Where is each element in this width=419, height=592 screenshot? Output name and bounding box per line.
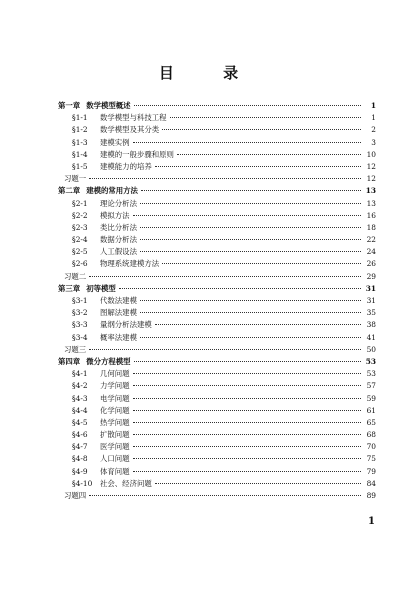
toc-section	[58, 295, 376, 307]
toc-section	[58, 368, 376, 380]
section-title: 体育问题	[100, 466, 130, 476]
toc-page-number: 26	[366, 259, 376, 269]
toc-section	[58, 124, 376, 136]
toc-page-number: 2	[371, 125, 376, 135]
toc-page-number: 13	[365, 186, 376, 196]
toc-section	[58, 417, 376, 429]
dot-leader	[134, 360, 361, 362]
toc-page-number: 31	[365, 283, 376, 293]
dot-leader	[140, 311, 361, 313]
toc-page-number: 22	[366, 235, 376, 245]
dot-leader	[133, 397, 361, 399]
dot-leader	[155, 482, 361, 484]
toc-page-number: 79	[366, 466, 376, 476]
section-title: 几何问题	[100, 369, 130, 379]
toc-page-number: 35	[366, 308, 376, 318]
toc-page-number: 65	[366, 417, 376, 427]
dot-leader	[133, 214, 361, 216]
toc-exercise	[58, 173, 376, 185]
toc-page-number: 57	[366, 381, 376, 391]
section-title: 热学问题	[100, 417, 130, 427]
toc-page-number: 89	[366, 491, 376, 500]
section-number: §4-3	[72, 393, 88, 403]
section-number: §1-4	[72, 149, 88, 159]
dot-leader	[170, 116, 361, 118]
section-number: §2-5	[72, 247, 88, 257]
toc-page-number: 31	[366, 296, 376, 305]
toc-page-number: 18	[366, 222, 376, 232]
toc-section	[58, 380, 376, 392]
section-number: §1-1	[72, 113, 88, 123]
toc-page-number: 1	[371, 113, 376, 123]
dot-leader	[134, 104, 361, 106]
dot-leader	[162, 262, 361, 264]
section-title: 医学问题	[100, 442, 130, 452]
section-number: §3-1	[72, 296, 88, 305]
section-title: 数据分析法	[100, 235, 137, 245]
dot-leader	[133, 421, 361, 423]
section-number: §4-6	[72, 430, 88, 440]
toc-section	[58, 161, 376, 173]
section-number: §4-10	[72, 478, 93, 488]
toc-page-number: 50	[366, 344, 376, 354]
toc-page-number: 3	[371, 137, 376, 147]
section-number: §1-5	[72, 161, 88, 171]
toc-exercise	[58, 271, 376, 283]
exercise-title: 习题三	[64, 344, 87, 354]
toc-section	[58, 246, 376, 258]
page-title: 目 录	[158, 64, 261, 82]
section-number: §4-2	[72, 381, 88, 391]
toc-page-number: 61	[366, 405, 376, 415]
chapter-title: 微分方程模型	[86, 356, 131, 366]
section-title: 图解法建模	[100, 308, 137, 318]
section-number: §2-6	[72, 259, 88, 269]
toc-page-number: 12	[366, 174, 376, 184]
dot-leader	[89, 494, 361, 496]
section-number: §4-8	[72, 454, 88, 464]
chapter-title: 数学模型概述	[86, 101, 131, 110]
section-title: 数学模型与科技工程	[100, 113, 167, 123]
toc-section	[58, 198, 376, 210]
dot-leader	[155, 165, 361, 167]
dot-leader	[140, 238, 361, 240]
section-number: §3-2	[72, 308, 88, 318]
section-title: 概率法建模	[100, 332, 137, 342]
toc-page-number: 53	[366, 369, 376, 379]
dot-leader	[162, 128, 361, 130]
toc-page-number: 29	[366, 271, 376, 281]
section-title: 建模实例	[100, 137, 130, 147]
section-title: 数学模型及其分类	[100, 125, 160, 135]
section-title: 建模的一般步骤和原则	[100, 149, 174, 159]
toc-section	[58, 234, 376, 246]
dot-leader	[119, 287, 361, 289]
toc-section	[58, 222, 376, 234]
section-number: §4-5	[72, 417, 88, 427]
chapter-number: 第一章	[58, 101, 81, 110]
section-title: 类比分析法	[100, 222, 137, 232]
toc-page-number: 16	[366, 210, 376, 220]
toc-page-number: 68	[366, 430, 376, 440]
section-title: 量纲分析法建模	[100, 320, 152, 330]
toc-section	[58, 478, 376, 490]
section-title: 物理系统建模方法	[100, 259, 160, 269]
chapter-number: 第四章	[58, 356, 81, 366]
section-title: 人口问题	[100, 454, 130, 464]
dot-leader	[133, 433, 361, 435]
toc-page-number: 84	[366, 478, 376, 488]
exercise-title: 习题四	[64, 491, 87, 500]
toc-page-number: 10	[366, 149, 376, 159]
exercise-title: 习题一	[64, 174, 87, 184]
toc-page-number: 1	[370, 101, 376, 110]
chapter-number: 第二章	[58, 186, 81, 196]
toc-section	[58, 319, 376, 331]
chapter-number: 第三章	[58, 283, 81, 293]
toc-section	[58, 453, 376, 465]
toc-exercise	[58, 344, 376, 356]
dot-leader	[89, 177, 361, 179]
toc-page-number: 75	[366, 454, 376, 464]
toc-page-number: 24	[366, 247, 376, 257]
page-number: 1	[368, 516, 375, 527]
section-number: §3-4	[72, 332, 88, 342]
toc-page-number: 38	[366, 320, 376, 330]
section-number: §2-4	[72, 235, 88, 245]
dot-leader	[133, 457, 361, 459]
toc-section	[58, 466, 376, 478]
section-number: §4-7	[72, 442, 88, 452]
toc-section	[58, 137, 376, 149]
dot-leader	[177, 153, 361, 155]
toc-page-number: 70	[366, 442, 376, 452]
toc-chapter	[58, 283, 376, 295]
section-title: 力学问题	[100, 381, 130, 391]
section-number: §4-9	[72, 466, 88, 476]
dot-leader	[140, 250, 361, 252]
toc-page-number: 41	[366, 332, 376, 342]
section-title: 电学问题	[100, 393, 130, 403]
dot-leader	[155, 323, 361, 325]
dot-leader	[133, 445, 361, 447]
toc-section	[58, 429, 376, 441]
dot-leader	[133, 141, 361, 143]
section-title: 理论分析法	[100, 198, 137, 208]
toc-chapter	[58, 185, 376, 197]
dot-leader	[140, 299, 361, 301]
toc-section	[58, 393, 376, 405]
chapter-title: 建模的常用方法	[86, 186, 138, 196]
toc-page-number: 13	[366, 198, 376, 208]
dot-leader	[140, 202, 361, 204]
section-title: 建模能力的培养	[100, 161, 152, 171]
dot-leader	[89, 275, 361, 277]
dot-leader	[133, 372, 361, 374]
toc-chapter	[58, 100, 376, 112]
dot-leader	[89, 348, 361, 350]
dot-leader	[133, 384, 361, 386]
section-title: 代数法建模	[100, 296, 137, 305]
dot-leader	[140, 336, 361, 338]
exercise-title: 习题二	[64, 271, 87, 281]
toc-page-number: 59	[366, 393, 376, 403]
toc-section	[58, 112, 376, 124]
section-number: §1-3	[72, 137, 88, 147]
toc-section	[58, 307, 376, 319]
toc-section	[58, 332, 376, 344]
section-number: §2-3	[72, 222, 88, 232]
section-title: 扩散问题	[100, 430, 130, 440]
section-number: §2-1	[72, 198, 88, 208]
section-number: §3-3	[72, 320, 88, 330]
section-number: §2-2	[72, 210, 88, 220]
toc-page-number: 12	[366, 161, 376, 171]
toc-section	[58, 441, 376, 453]
section-title: 模拟方法	[100, 210, 130, 220]
section-title: 人工假设法	[100, 247, 137, 257]
section-number: §4-1	[72, 369, 88, 379]
dot-leader	[140, 226, 361, 228]
section-title: 化学问题	[100, 405, 130, 415]
toc-exercise	[58, 490, 376, 502]
section-title: 社会、经济问题	[100, 478, 152, 488]
toc-section	[58, 258, 376, 270]
dot-leader	[141, 189, 361, 191]
table-of-contents	[58, 100, 376, 502]
dot-leader	[133, 470, 361, 472]
toc-page-number: 53	[365, 356, 376, 366]
section-number: §1-2	[72, 125, 88, 135]
toc-chapter	[58, 356, 376, 368]
toc-section	[58, 149, 376, 161]
chapter-title: 初等模型	[86, 283, 116, 293]
toc-section	[58, 405, 376, 417]
dot-leader	[133, 409, 361, 411]
section-number: §4-4	[72, 405, 88, 415]
toc-section	[58, 210, 376, 222]
